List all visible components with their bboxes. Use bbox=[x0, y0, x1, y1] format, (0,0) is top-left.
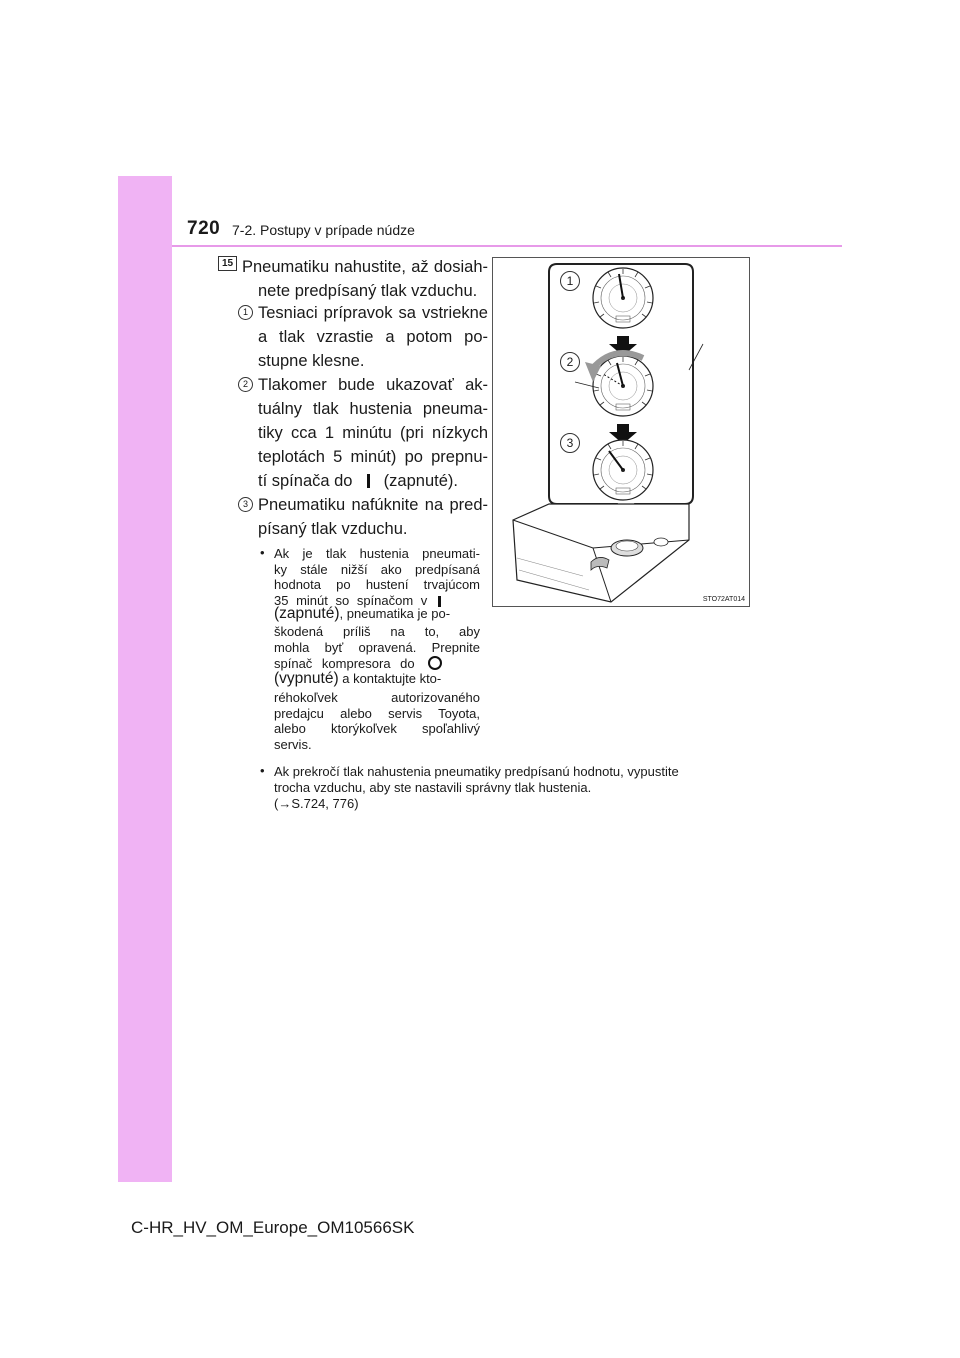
substep-1-line-1: Tesniaci prípravok sa vstriekne bbox=[258, 304, 488, 322]
bullet-2-line-2: trocha vzduchu, aby ste nastavili správny tlak hustenia. bbox=[274, 780, 592, 795]
bullet-1-line-1: Ak je tlak hustenia pneumati- bbox=[274, 546, 480, 561]
substep-3-line-1: Pneumatiku nafúknite na pred- bbox=[258, 496, 488, 514]
bullet-2-line-1: Ak prekročí tlak nahustenia pneumatiky predpísanú hodnotu, vypustite bbox=[274, 764, 679, 779]
bullet-1-line-10: réhokoľvek autorizovaného bbox=[274, 690, 480, 705]
document-footer: C-HR_HV_OM_Europe_OM10566SK bbox=[131, 1218, 415, 1237]
substep-1-line-2: a tlak vzrastie a potom po- bbox=[258, 328, 488, 346]
bullet-1-zapnute: (zapnuté) bbox=[274, 605, 340, 622]
substep-2-text-before: tí spínača do bbox=[258, 472, 353, 490]
bullet-1-line-2: ky stále nižší ako predpísaná bbox=[274, 562, 480, 577]
bullet-1-line-7: mohla byť opravená. Prepnite bbox=[274, 640, 480, 655]
bullet-2-marker: • bbox=[260, 763, 265, 778]
substep-marker-3: 3 bbox=[238, 497, 253, 512]
bullet-1-line-13: servis. bbox=[274, 737, 312, 752]
bullet-1-line-11: predajcu alebo servis Toyota, bbox=[274, 706, 480, 721]
bullet-1-line-9-text: a kontaktujte kto- bbox=[338, 671, 442, 686]
substep-2-line-5 bbox=[258, 469, 458, 493]
illustration-pressure-gauges bbox=[492, 257, 750, 607]
figure-marker-1: 1 bbox=[560, 271, 580, 291]
substep-1-line-3: stupne klesne. bbox=[258, 352, 365, 370]
step-text-line-1: Pneumatiku nahustite, až dosiah- bbox=[242, 258, 488, 276]
page-number: 720 bbox=[187, 218, 221, 239]
bullet-1-marker: • bbox=[260, 545, 265, 560]
bullet-1-line-9 bbox=[274, 671, 441, 687]
bullet-1-line-6: škodená príliš na to, aby bbox=[274, 624, 480, 639]
gauge-illustration bbox=[493, 258, 749, 606]
bullet-1-line-5 bbox=[274, 606, 450, 622]
bullet-1-line-8-text: spínač kompresora do bbox=[274, 656, 415, 671]
chapter-sidebar-tab bbox=[118, 176, 172, 1182]
figure-marker-2: 2 bbox=[560, 352, 580, 372]
substep-marker-2: 2 bbox=[238, 377, 253, 392]
bullet-1-line-4-text: 35 minút so spínačom v bbox=[274, 593, 428, 608]
substep-2-text-after: (zapnuté). bbox=[383, 472, 458, 490]
substep-2-line-3: tiky cca 1 minútu (pri nízkych bbox=[258, 424, 488, 442]
substep-2-line-4: teplotách 5 minút) po prepnu- bbox=[258, 448, 488, 466]
section-title: 7-2. Postupy v prípade núdze bbox=[232, 222, 415, 238]
substep-2-line-1: Tlakomer bude ukazovať ak- bbox=[258, 376, 488, 394]
step-text-line-2: nete predpísaný tlak vzduchu. bbox=[258, 282, 478, 300]
bullet-1-line-12: alebo ktorýkoľvek spoľahlivý bbox=[274, 721, 480, 736]
bullet-1-vypnute: (vypnuté) bbox=[274, 670, 339, 687]
bullet-1-line-3: hodnota po hustení trvajúcom bbox=[274, 577, 480, 592]
substep-3-line-2: písaný tlak vzduchu. bbox=[258, 520, 408, 538]
figure-code: STO72AT014 bbox=[702, 596, 745, 603]
bullet-1-line-5-text: , pneumatika je po- bbox=[339, 606, 451, 621]
step-number-badge: 15 bbox=[218, 256, 237, 271]
figure-marker-3: 3 bbox=[560, 433, 580, 453]
bullet-2-reference: (→S.724, 776) bbox=[274, 796, 359, 811]
switch-on-icon bbox=[357, 469, 379, 493]
switch-off-icon bbox=[418, 656, 442, 672]
substep-2-line-2: tuálny tlak hustenia pneuma- bbox=[258, 400, 488, 418]
header-divider bbox=[172, 245, 842, 247]
substep-marker-1: 1 bbox=[238, 305, 253, 320]
